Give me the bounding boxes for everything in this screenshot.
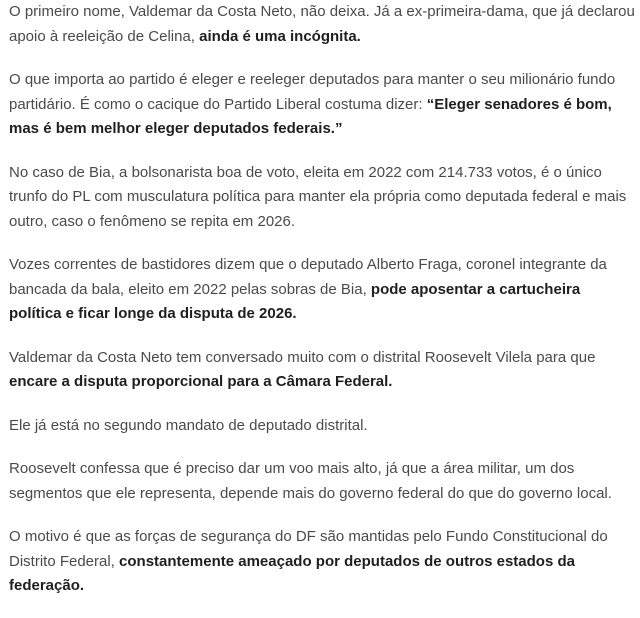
paragraph-5-text: Valdemar da Costa Neto tem conversado muito com o distrital Roosevelt Vilela para que (9, 348, 596, 366)
paragraph-4-text: Vozes correntes de bastidores dizem que o deputado Alberto Fraga, coronel integrante da bancada da bala, eleito em 2022 pelas sobras de Bia, (9, 256, 607, 298)
paragraph-8 (9, 525, 635, 599)
paragraph-5-highlight: encare a disputa proporcional para a Câmara Federal. (9, 373, 393, 390)
article-body (9, 0, 635, 618)
paragraph-1-text: O primeiro nome, Valdemar da Costa Neto, não deixa. Já a ex-primeira-dama, que já declarou apoio à reeleição de Celina, (9, 3, 635, 45)
paragraph-6 (9, 414, 635, 439)
paragraph-8-text: O motivo é que as forças de segurança do DF são mantidas pelo Fundo Constitucional do Distrito Federal, (9, 528, 608, 570)
paragraph-4 (9, 253, 635, 327)
paragraph-7 (9, 457, 635, 506)
paragraph-2 (9, 68, 635, 142)
paragraph-3 (9, 161, 635, 235)
paragraph-7-text: Roosevelt confessa que é preciso dar um voo mais alto, já que a área militar, um dos segmentos que ele representa, depende mais do governo federal do que do governo local. (9, 460, 612, 502)
paragraph-1 (9, 0, 635, 49)
paragraph-4-highlight: pode aposentar a cartucheira política e ficar longe da disputa de 2026. (9, 280, 581, 322)
paragraph-2-text: O que importa ao partido é eleger e reeleger deputados para manter o seu milionário fundo partidário. É como o cacique do Partido Liberal costuma dizer: (9, 71, 616, 113)
paragraph-5 (9, 346, 635, 395)
paragraph-8-highlight: constantemente ameaçado por deputados de outros estados da federação. (9, 552, 575, 594)
paragraph-3-text: No caso de Bia, a bolsonarista boa de voto, eleita em 2022 com 214.733 votos, é o único trunfo do PL com musculatura política para manter ela própria como deputada federal e mais outro, caso o fenômeno se repita em 2026. (9, 163, 627, 230)
paragraph-2-quote: “Eleger senadores é bom, mas é bem melhor eleger deputados federais.” (9, 95, 612, 137)
paragraph-1-highlight: ainda é uma incógnita. (199, 27, 361, 45)
paragraph-6-text: Ele já está no segundo mandato de deputado distrital. (9, 416, 368, 434)
